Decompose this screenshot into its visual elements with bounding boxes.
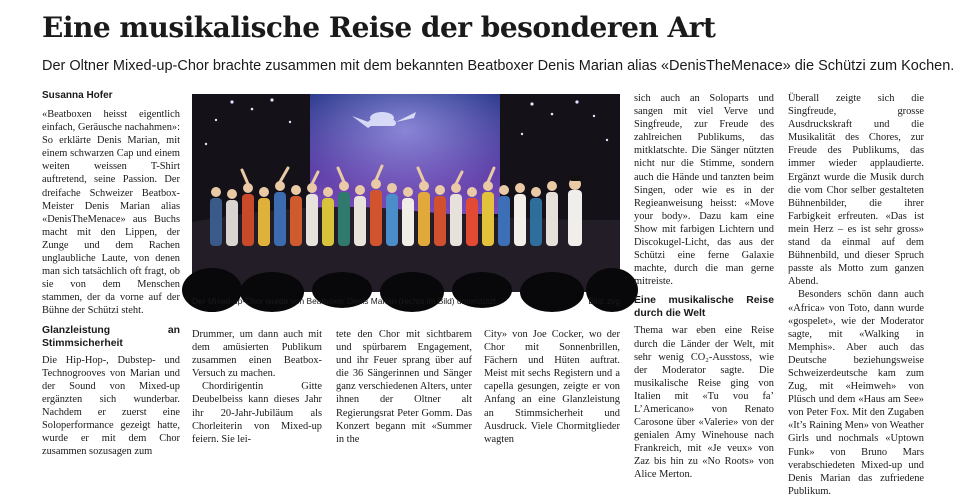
- paragraph: «Beatboxen heisst eigentlich einfach, Geräusche nachahmen»: So erklärte Denis Marian, mit einem schwarzen Cap und einem weiten weissen T-Shirt auftretend, seine Passion. Der dreifache Schweizer Beatbox-Meister Denis Marian alias «DenisTheMenace» aus Buchs macht mit den Lippen, der Zunge und dem Rachen unglaubliche Laute, von denen man sich tatsächlich oft fragt, ob sie von dem Menschen stammen, der da vorne auf der Bühne der Schützi steht.: [42, 109, 180, 317]
- caption-text: Der Mixed-up-Chor wurde von Beatboxer Denis Marian (rechts im Bild) unterstützt.: [192, 296, 499, 306]
- article-lead: Der Oltner Mixed-up-Chor brachte zusammen mit dem bekannten Beatboxer Denis Marian alias «DenisTheMenace» die Schützi zum Kochen.: [42, 58, 954, 74]
- paragraph: Überall zeigte sich die Singfreude, grosse Ausdruckskraft und die Musikalität des Chores, zur Freude des Publikums, das immer wieder applaudierte. Ergänzt wurde die Musik durch die vom Chor selber gestalteten Bühnenbilder, die ihrer Farbigkeit erfreuten. «Das ist mein Herz – es ist sehr gross» stand da einmal auf dem Bühnenbild, und dieser Spruch passte als Motto zum ganzen Abend.: [788, 93, 924, 288]
- article-headline: Eine musikalische Reise der besonderen Art: [42, 11, 716, 44]
- photo-caption: [192, 296, 620, 307]
- paragraph: Besonders schön dann auch «Africa» von Toto, dann wurde «gospelet», wie der Moderator sagte, mit «Walking in Memphis». Aber auch das Deutsche beziehungsweise Schweizerdeutsche kam zum Zug, mit «Heimweh» von Plüsch und dem «Haus am See» von Peter Fox. Mit den Zugaben «It’s Raining Men» von Weather Girls und nochmals «Uptown Funk» von Bruno Mars verabschiedeten Mixed-up und Denis Marian das zufriedene Publikum.: [788, 289, 924, 497]
- paragraph: tete den Chor mit sichtbarem und spürbarem Engagement, und ihr Feuer sprang über auf die 36 Sängerinnen und Sänger ganz verschiedenen Alters, unter ihnen der Oltner alt Regierungsrat Peter Gomm. Das Konzert begann mit «Summer in the: [336, 329, 472, 445]
- photo-credit: Bild: zvg: [588, 296, 620, 306]
- subheading: Eine musikalische Reise durch die Welt: [634, 295, 774, 320]
- paragraph: Chordirigentin Gitte Deubelbeiss kann dieses Jahr ihr 20-Jahr-Jubiläum als Chorleiterin von Mixed-up feiern. Sie lei-: [192, 381, 322, 445]
- author-name: Susanna Hofer: [42, 90, 113, 101]
- article-column-4: [634, 92, 774, 481]
- paragraph: City» von Joe Cocker, wo der Chor mit Sonnenbrillen, Fächern und Hüten auftrat. Meist mit sechs Registern und a capella gesungen, zeigte er von Anfang an eine Glanzleistung an Stimmsicherheit und Ausdruck. Viele Chormitglieder wagten: [484, 329, 620, 445]
- subheading: Glanzleistung an Stimmsicherheit: [42, 324, 180, 349]
- article-column-3: [336, 328, 472, 460]
- article-column-4-bottom: [484, 328, 620, 460]
- concert-photo-illustration: [192, 94, 620, 292]
- paragraph: Drummer, um dann auch mit dem amüsierten Publikum zusammen einen Beatbox-Versuch zu machen.: [192, 329, 322, 380]
- article-column-2: [192, 328, 322, 460]
- article-column-1: [42, 108, 180, 460]
- concert-photo: [192, 94, 620, 292]
- paragraph: Die Hip-Hop-, Dubstep- und Technogrooves von Marian und der Sound von Mixed-up ergänzten sich wunderbar. Nachdem er zuerst eine Soloperformance gezeigt hatte, wurde er mit dem Chor zusammen sozusagen zum: [42, 354, 180, 458]
- paragraph: Thema war eben eine Reise durch die Länder der Welt, mit sehr wenig CO₂-Ausstoss, wie der Moderator sagte. Die musikalische Reise ging von Italien mit «Tu vou fa’ L’Americano» von Renato Carosone über «Valerie» von der genialen Amy Winehouse nach Frankreich, mit «Je veux» von Zaz bis hin zu «No Roots» von Alice Merton.: [634, 325, 774, 481]
- article-column-5: [788, 92, 924, 497]
- paragraph: sich auch an Soloparts und sangen mit viel Verve und Singfreude, zur Freude des zahlreichen Publikums, das mitklatschte. Die Sänger nützten nicht nur die Stimme, sondern auch die Hände und tanzten beim Singen, oder wie es in der Regieanweisung heisst: «Move your body». Dazu kam eine Show mit farbigen Lichtern und Discokugel-Licht, das aus der Schützi eine ferne Galaxie machte, durch die man gerne mitreiste.: [634, 93, 774, 288]
